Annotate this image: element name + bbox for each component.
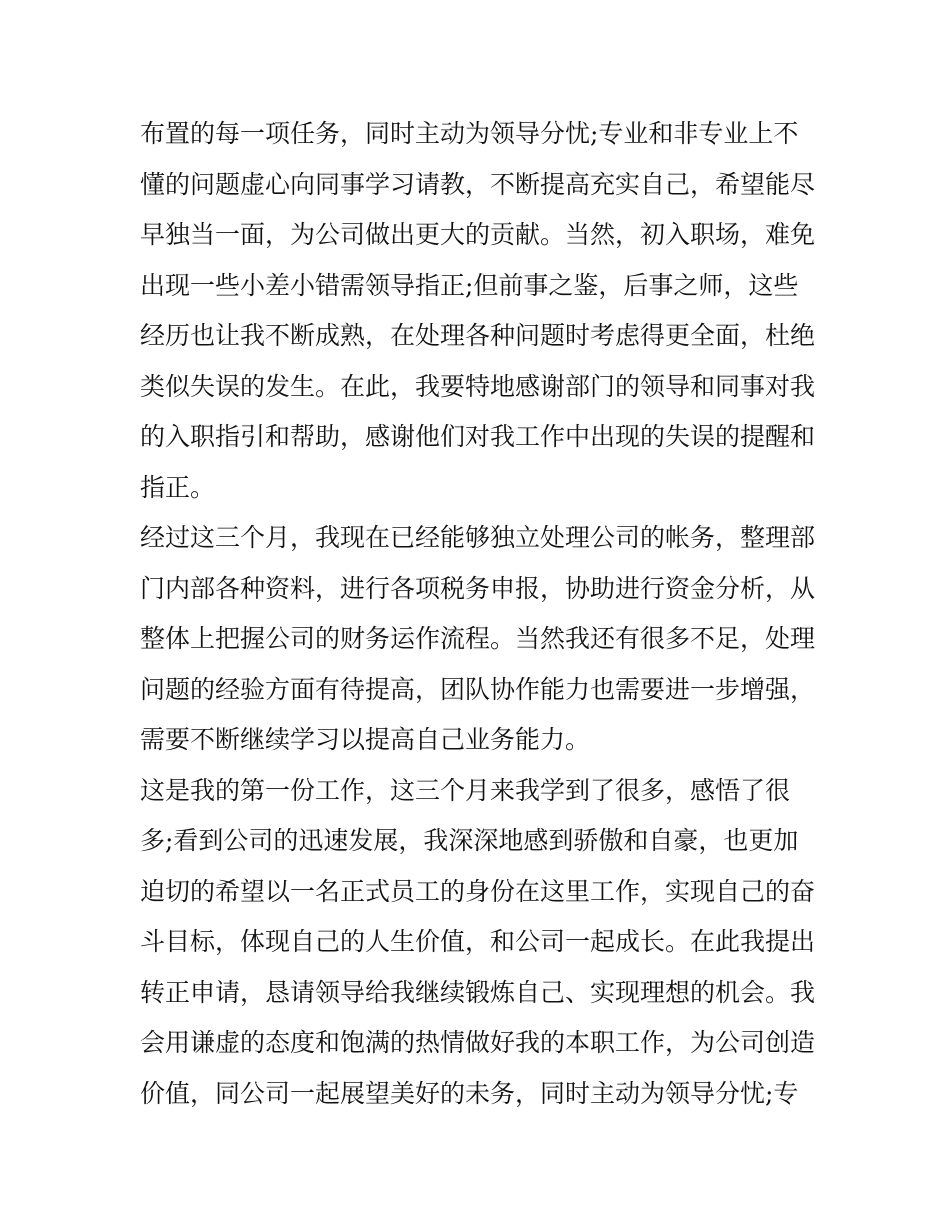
text-line: 指正。 — [140, 472, 216, 502]
text-line: 门内部各种资料，进行各项税务申报，协助进行资金分析，从 — [140, 573, 816, 603]
text-line: 布置的每一项任务，同时主动为领导分忧;专业和非专业上不 — [140, 119, 799, 148]
text-line: 这是我的第一份工作，这三个月来我学到了很多，感悟了很 — [140, 775, 791, 805]
text-line: 懂的问题虚心向同事学习请教，不断提高充实自己，希望能尽 — [140, 169, 816, 199]
text-line: 出现一些小差小错需领导指正;但前事之鉴，后事之师，这些 — [140, 270, 799, 300]
text-line: 类似失误的发生。在此，我要特地感谢部门的领导和同事对我 — [140, 371, 816, 401]
text-line: 会用谦虚的态度和饱满的热情做好我的本职工作，为公司创造 — [140, 1028, 816, 1057]
text-line: 问题的经验方面有待提高，团队协作能力也需要进一步增强， — [140, 674, 816, 704]
text-line: 价值，同公司一起展望美好的未务，同时主动为领导分忧;专 — [140, 1078, 799, 1108]
text-line: 多;看到公司的迅速发展，我深深地感到骄傲和自豪，也更加 — [140, 826, 799, 855]
text-line: 经历也让我不断成熟，在处理各种问题时考虑得更全面，杜绝 — [140, 321, 816, 350]
text-line: 经过这三个月，我现在已经能够独立处理公司的帐务，整理部 — [140, 523, 816, 552]
text-line: 迫切的希望以一名正式员工的身份在这里工作，实现自己的奋 — [140, 876, 816, 906]
text-line: 转正申请，恳请领导给我继续锻炼自己、实现理想的机会。我 — [140, 977, 816, 1007]
text-line: 的入职指引和帮助，感谢他们对我工作中出现的失误的提醒和 — [140, 422, 816, 451]
text-line: 需要不断继续学习以提高自己业务能力。 — [140, 725, 591, 754]
document-body — [140, 109, 820, 1119]
text-line: 斗目标，体现自己的人生价值，和公司一起成长。在此我提出 — [140, 927, 816, 956]
text-line: 早独当一面，为公司做出更大的贡献。当然，初入职场，难免 — [140, 220, 816, 249]
text-line: 整体上把握公司的财务运作流程。当然我还有很多不足，处理 — [140, 624, 816, 653]
